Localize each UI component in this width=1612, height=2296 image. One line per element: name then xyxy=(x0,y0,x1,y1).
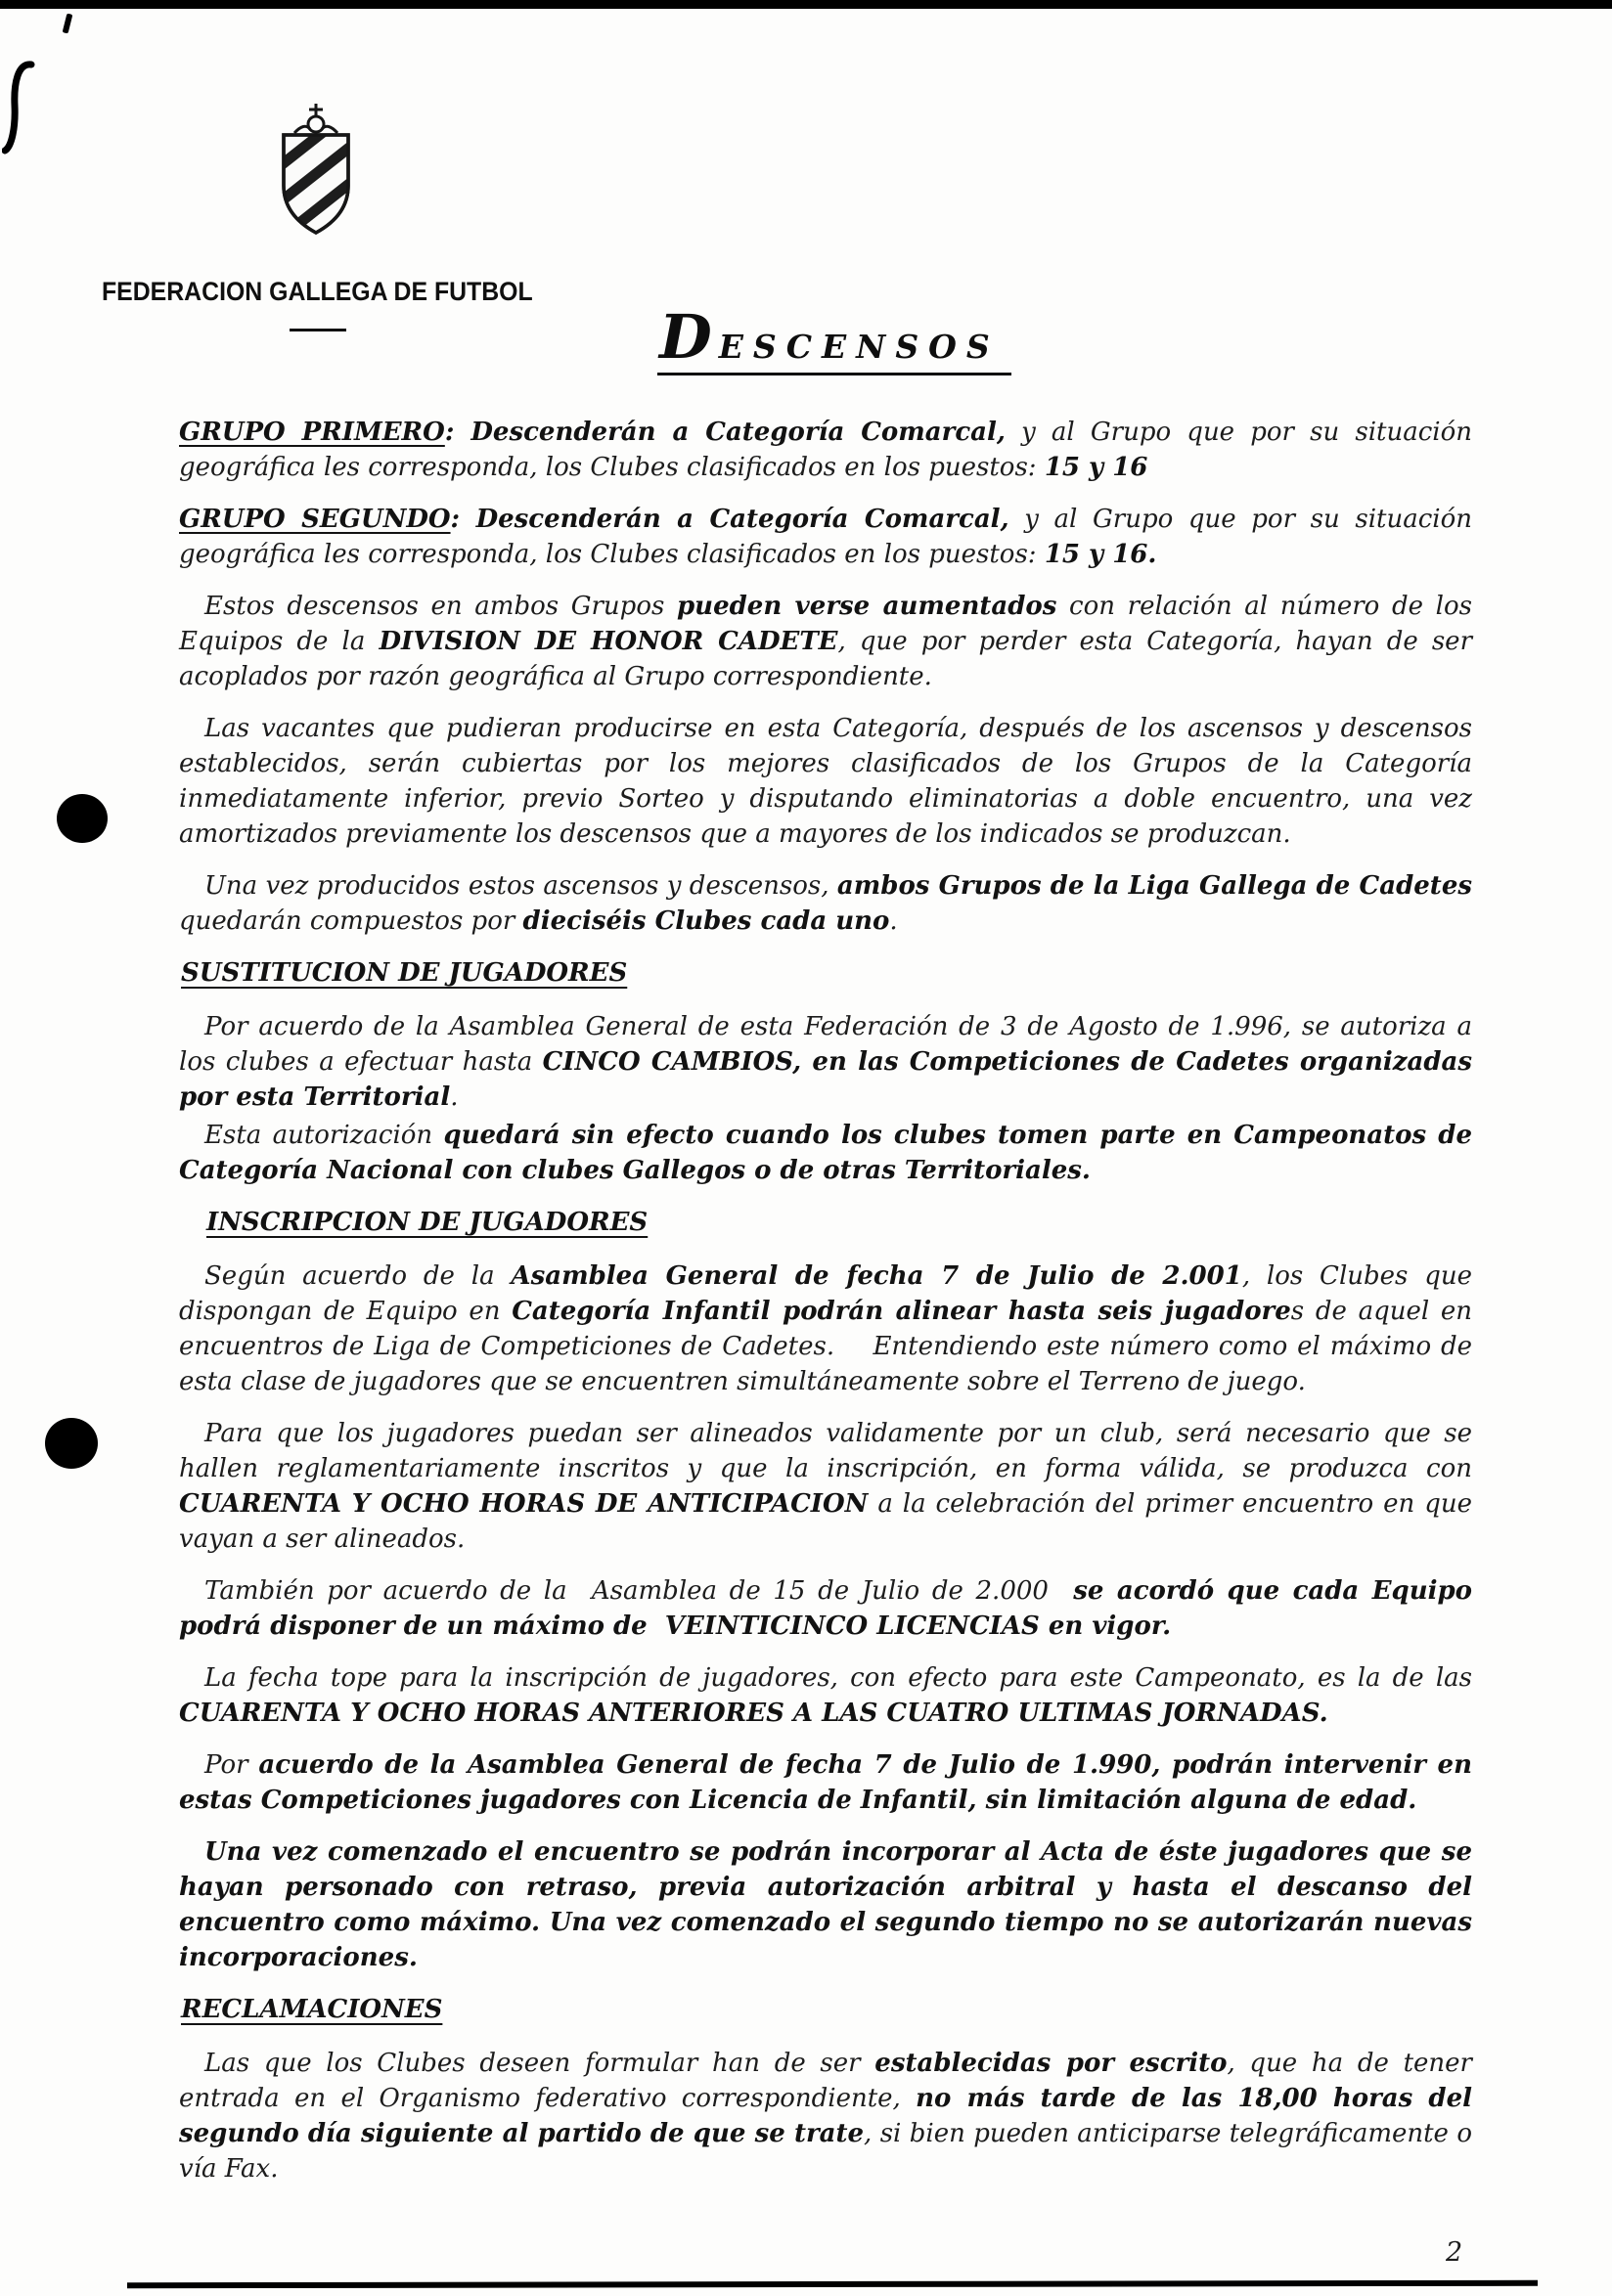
text-run: a la celebración del primer encuentro en que vayan a ser alineados. xyxy=(179,1489,1472,1554)
title-rest-letters: ESCENSOS xyxy=(718,328,1000,366)
text-run: y al Grupo que por su situación geográfica les corresponda, los Clubes clasificados en los puestos: xyxy=(179,505,1472,569)
paragraph xyxy=(179,589,1472,694)
text-run: Asamblea General de fecha 7 de Julio de 2.001 xyxy=(511,1261,1242,1291)
section-heading: INSCRIPCION DE JUGADORES xyxy=(206,1208,649,1237)
page-number: 2 xyxy=(1446,2237,1463,2268)
text-run: DIVISION DE HONOR CADETE xyxy=(379,627,838,656)
text-run: Para que los jugadores puedan ser alineados validamente por un club, será necesario que se hallen reglamentariamente inscritos y que la inscripción, en forma válida, se produzca con xyxy=(179,1419,1472,1483)
text-run: Las vacantes que pudieran producirse en esta Categoría, después de los ascensos y descensos establecidos, serán cubiertas por los mejores clasificados de los Grupos de la Categoría inmediatamente inferior, previo Sorteo y disputando eliminatorias a doble encuentro, una vez amortizados previamente los descensos que a mayores de los indicados se produzcan. xyxy=(179,714,1472,849)
text-run: acuerdo de la Asamblea General de fecha 7 de Julio de 1.990, podrán intervenir en estas Competiciones jugadores con Licencia de Infantil, sin limitación alguna de edad. xyxy=(179,1750,1472,1815)
text-run: . xyxy=(889,906,898,936)
text-run: Descenderán a Categoría Comarcal, xyxy=(470,418,1006,447)
text-run: establecidas por escrito xyxy=(874,2049,1228,2078)
paragraph xyxy=(179,502,1472,572)
section-heading: SUSTITUCION DE JUGADORES xyxy=(181,958,628,988)
text-run: , si bien pueden anticiparse telegráficamente o vía Fax. xyxy=(179,2119,1472,2184)
text-run: Una vez comenzado el encuentro se podrán incorporar al Acta de éste jugadores que se hayan personado con retraso, previa autorización arbitral y hasta el descanso del encuentro como máximo. Una vez comenzado el segundo tiempo no se autorizarán nuevas incorporaciones. xyxy=(179,1837,1472,1972)
text-run: 15 y 16. xyxy=(1044,540,1157,569)
text-run: : xyxy=(450,505,476,534)
paragraph xyxy=(179,1118,1472,1188)
text-run: Por xyxy=(204,1750,259,1780)
paragraph xyxy=(179,1573,1472,1644)
text-run: y al Grupo que por su situación geográfica les corresponda, los Clubes clasificados en los puestos: xyxy=(179,418,1472,482)
text-run: s de aquel en encuentros de Liga de Competiciones de Cadetes. Entendiendo este número como el máximo de esta clase de jugadores que se encuentren simultáneamente sobre el Terreno de juego. xyxy=(179,1297,1473,1396)
document-body xyxy=(179,415,1472,2203)
text-run: 15 y 16 xyxy=(1044,453,1148,482)
text-run: dieciséis Clubes cada uno xyxy=(522,906,890,936)
text-run: GRUPO SEGUNDO xyxy=(179,505,451,534)
text-run: quedarán compuestos por xyxy=(179,906,523,936)
hole-punch-mark xyxy=(57,794,108,843)
text-run: se acordó que cada Equipo podrá disponer de un máximo de VEINTICINCO LICENCIAS en vigor. xyxy=(179,1576,1472,1641)
text-run: Según acuerdo de la xyxy=(204,1261,512,1291)
paragraph xyxy=(179,1660,1472,1731)
paragraph xyxy=(179,1834,1472,1975)
text-run: Esta autorización xyxy=(204,1121,444,1150)
paragraph xyxy=(179,415,1472,485)
federation-crest-icon xyxy=(270,102,362,243)
text-run: La fecha tope para la inscripción de jugadores, con efecto para este Campeonato, es la de las xyxy=(204,1663,1472,1693)
text-run: CUARENTA Y OCHO HORAS ANTERIORES A LAS CUATRO ULTIMAS JORNADAS. xyxy=(179,1699,1328,1728)
paragraph xyxy=(179,711,1472,852)
text-run: Descenderán a Categoría Comarcal, xyxy=(475,505,1009,534)
text-run: , que ha de tener entrada en el Organismo federativo correspondiente, xyxy=(179,2049,1472,2113)
scan-artifact-top-line xyxy=(0,0,1612,9)
text-run: . xyxy=(450,1082,459,1112)
text-run: , que por perder esta Categoría, hayan de ser acoplados por razón geográfica al Grupo correspondiente. xyxy=(179,627,1472,691)
text-run: Por acuerdo de la Asamblea General de esta Federación de 3 de Agosto de 1.996, se autoriza a los clubes a efectuar hasta xyxy=(179,1012,1472,1077)
paragraph xyxy=(179,1258,1472,1399)
text-run: CUARENTA Y OCHO HORAS DE ANTICIPACION xyxy=(179,1489,869,1519)
text-run: pueden verse aumentados xyxy=(676,592,1057,621)
org-name: FEDERACION GALLEGA DE FUTBOL xyxy=(102,277,533,306)
title-initial-letter: D xyxy=(659,301,719,373)
text-run: ambos Grupos de la Liga Gallega de Cadetes xyxy=(836,871,1472,901)
text-run: Estos descensos en ambos Grupos xyxy=(204,592,677,621)
text-run: quedará sin efecto cuando los clubes tomen parte en Campeonatos de Categoría Nacional con clubes Gallegos o de otras Territoriales. xyxy=(179,1121,1472,1185)
text-run: Una vez producidos estos ascensos y descensos, xyxy=(204,871,837,901)
text-run: no más tarde de las 18,00 horas del segundo día siguiente al partido de que se trate xyxy=(179,2084,1472,2148)
scan-artifact-pen-stroke xyxy=(2,61,37,155)
scan-artifact-tick-mark xyxy=(63,14,73,34)
paragraph xyxy=(179,1747,1472,1818)
text-run: : xyxy=(444,418,471,447)
text-run: También por acuerdo de la Asamblea de 15 de Julio de 2.000 xyxy=(204,1576,1074,1606)
document-title xyxy=(657,301,1011,375)
text-run: , los Clubes que dispongan de Equipo en xyxy=(179,1261,1472,1326)
scan-artifact-bottom-line xyxy=(127,2280,1538,2289)
paragraph xyxy=(179,2046,1472,2186)
paragraph xyxy=(179,1009,1472,1115)
section-heading: RECLAMACIONES xyxy=(181,1995,443,2024)
paragraph xyxy=(179,1416,1472,1557)
text-run: con relación al número de los Equipos de la xyxy=(179,592,1472,656)
org-name-underline xyxy=(290,329,346,331)
text-run: GRUPO PRIMERO xyxy=(179,418,445,447)
text-run: Categoría Infantil podrán alinear hasta seis jugadore xyxy=(512,1297,1291,1326)
paragraph xyxy=(179,868,1472,939)
text-run: Las que los Clubes deseen formular han de ser xyxy=(204,2049,875,2078)
hole-punch-mark xyxy=(45,1418,98,1469)
text-run: CINCO CAMBIOS, en las Competiciones de Cadetes organizadas por esta Territorial xyxy=(179,1047,1472,1112)
